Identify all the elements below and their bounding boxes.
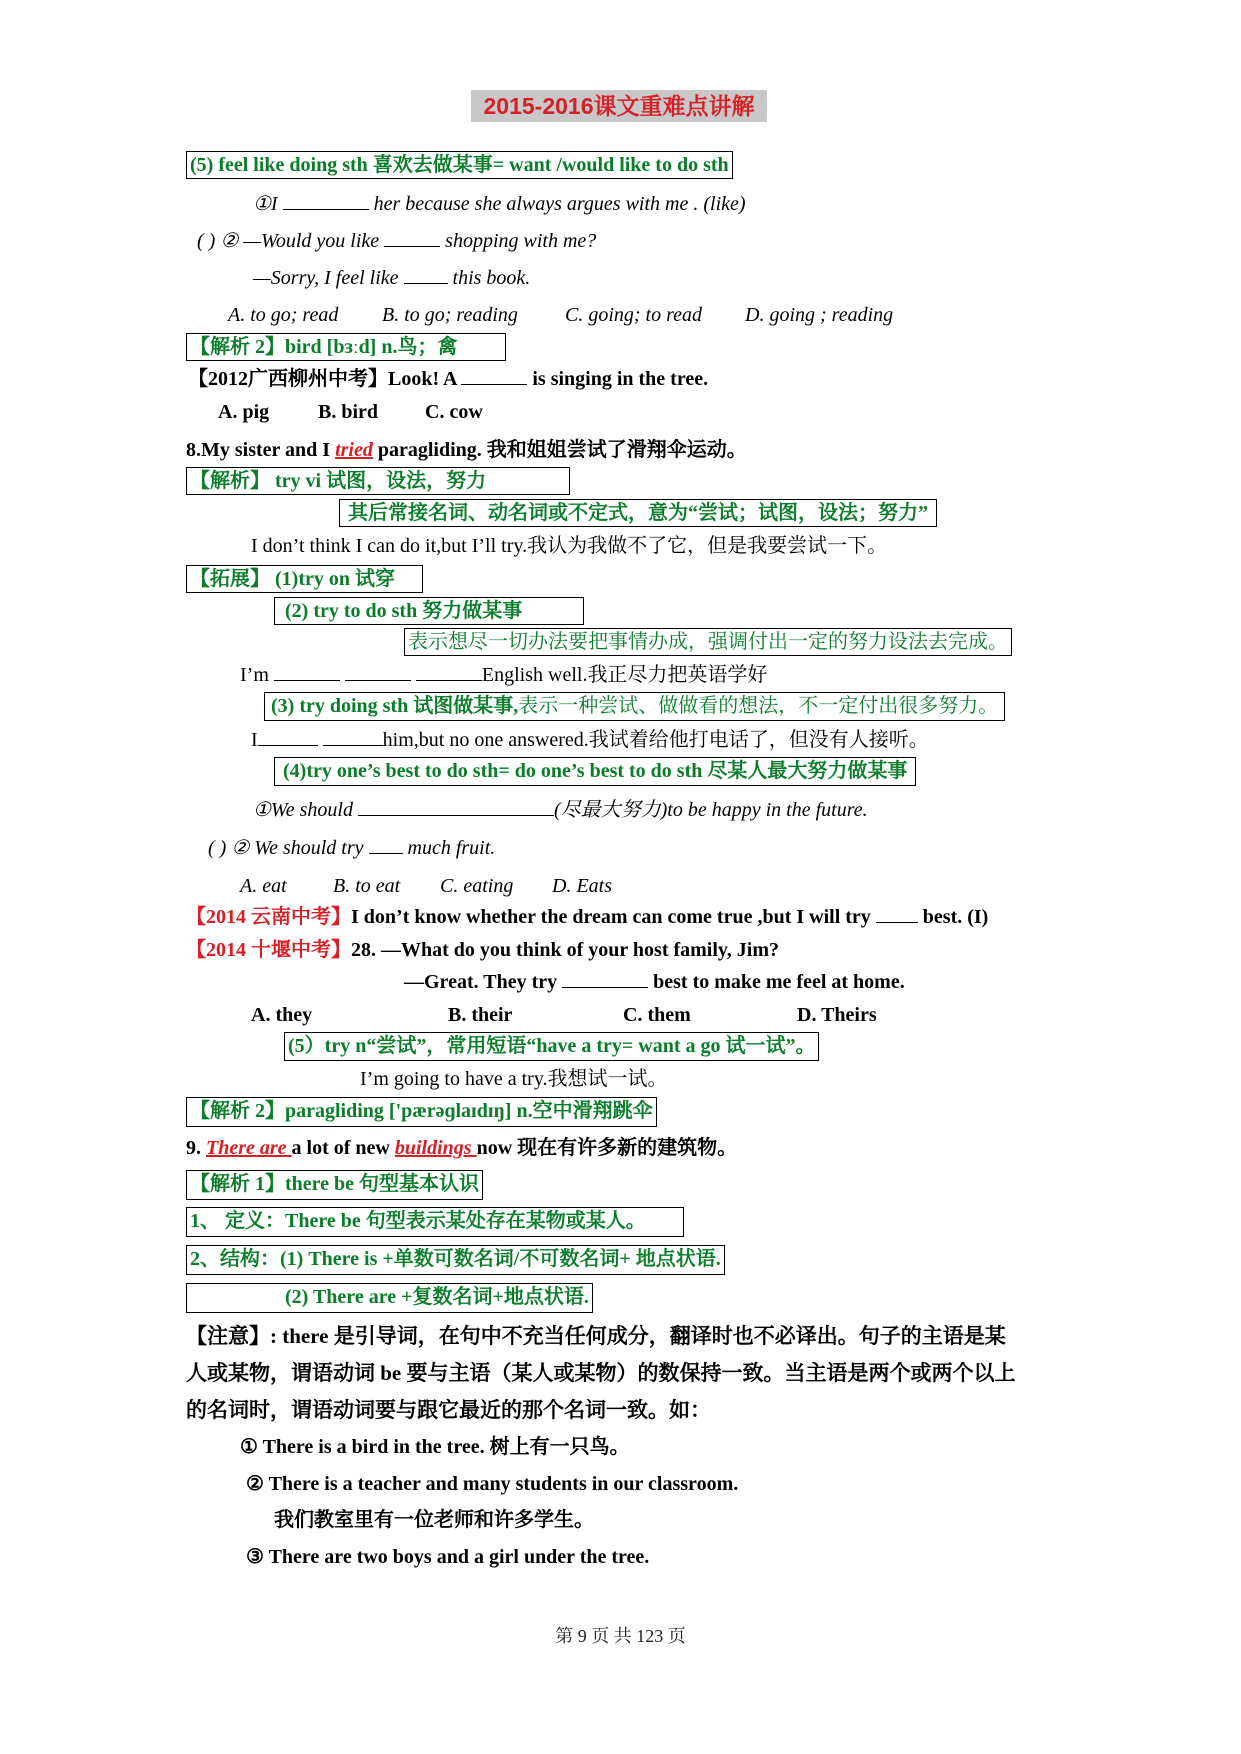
feel-like-box (186, 151, 733, 179)
option-c: C. going; to read (565, 304, 703, 326)
try-to-do-note: 表示想尽一切办法要把事情办成，强调付出一定的努力设法去完成。 (408, 631, 1008, 653)
sentence-9 (186, 1134, 737, 1162)
exercise-text: ①We should (253, 799, 358, 821)
exercise-book-line (253, 264, 530, 292)
try-to-do-text: (2) try to do sth 努力做某事 (285, 600, 523, 622)
example-2: ② There is a teacher and many students in our classroom. (246, 1473, 739, 1495)
extension-text: 【拓展】 (1)try on 试穿 (190, 568, 395, 590)
exercise-text: shopping with me? (440, 230, 597, 252)
example-2-translation: 我们教室里有一位老师和许多学生。 (274, 1509, 594, 1531)
exercise-shopping-line (197, 227, 596, 255)
sentence-8 (186, 436, 747, 464)
answer-blank[interactable] (358, 797, 554, 816)
best-box (274, 757, 916, 786)
bird-analysis-box (186, 333, 506, 361)
try-to-do-note-box (404, 628, 1012, 656)
exam-text: best to make me feel at home. (648, 971, 905, 993)
sentence-text: now 现在有许多新的建筑物。 (476, 1137, 738, 1159)
option-b: B. their (448, 1004, 513, 1026)
exam-2012-line (188, 365, 708, 393)
answer-blank[interactable] (369, 835, 403, 854)
answer-blank[interactable] (384, 228, 440, 247)
have-a-try-example: I’m going to have a try.我想试一试。 (360, 1068, 668, 1090)
option-d: D. Theirs (797, 1004, 877, 1026)
there-be-box (186, 1170, 483, 1200)
definition-text: 1、 定义：There be 句型表示某处存在某物或某人。 (190, 1210, 646, 1232)
keyword-buildings: buildings (394, 1137, 477, 1159)
option-a: A. eat (240, 875, 287, 897)
answer-blank[interactable] (323, 727, 383, 746)
exercise-text: I’m (240, 664, 274, 686)
there-be-text: 【解析 1】there be 句型基本认识 (190, 1173, 480, 1195)
exam-text: best. (I) (917, 906, 989, 928)
answer-blank[interactable] (404, 265, 448, 284)
page-title: 2015-2016课文重难点讲解 (471, 90, 767, 122)
option-d: D. Eats (552, 875, 612, 897)
sentence-text: paragliding. 我和姐姐尝试了滑翔伞运动。 (372, 439, 747, 461)
example-1: ① There is a bird in the tree. 树上有一只鸟。 (240, 1436, 630, 1458)
try-doing-text: (3) try doing sth 试图做某事, (271, 695, 519, 717)
exercise-text: ( ) ② We should try (208, 837, 369, 859)
try-usage-box (339, 499, 937, 527)
sentence-text: 9. (186, 1137, 206, 1159)
try-noun-text: (5）try n“尝试”，常用短语“have a try= want a go 试一试”。 (288, 1035, 816, 1057)
exam-source: 【2014 云南中考】 (186, 906, 351, 928)
option-c: C. eating (440, 875, 514, 897)
answer-blank[interactable] (283, 191, 369, 210)
answer-blank[interactable] (562, 969, 648, 988)
happy-exercise (253, 796, 868, 824)
structure-plural-text: (2) There are +复数名词+地点状语. (285, 1286, 589, 1308)
exam-2014-yunnan (186, 903, 988, 931)
structure-box (186, 1245, 725, 1275)
answer-blank[interactable] (461, 366, 527, 385)
option-b: B. to eat (333, 875, 401, 897)
exercise-text: ( ) ② —Would you like (197, 230, 385, 252)
page-footer: 第 9 页 共 123 页 (555, 1626, 686, 1646)
option-c: C. cow (425, 401, 483, 423)
exercise-like-line (253, 190, 746, 218)
note-line-1: 【注意】: there 是引导词，在句中不充当任何成分，翻译时也不必译出。句子的主语是某 (186, 1324, 1006, 1348)
answer-blank[interactable] (274, 662, 340, 681)
exam-text: 28. —What do you think of your host family, Jim? (351, 939, 780, 961)
exam-text: I don’t know whether the dream can come true ,but I will try (351, 906, 876, 928)
english-exercise (240, 661, 767, 689)
keyword-tried: tried (335, 439, 373, 461)
option-c: C. them (623, 1004, 691, 1026)
best-text: (4)try one’s best to do sth= do one’s best to do sth 尽某人最大努力做某事 (283, 760, 908, 782)
exam-source: 【2014 十堰中考】 (186, 939, 351, 961)
answer-blank[interactable] (416, 662, 482, 681)
exercise-text: —Sorry, I feel like (253, 267, 404, 289)
option-a: A. to go; read (228, 304, 339, 326)
answer-blank[interactable] (258, 727, 318, 746)
exam-2014-shiyan (186, 936, 779, 964)
option-d: D. going ; reading (745, 304, 894, 326)
exercise-text: ①I (253, 193, 283, 215)
option-a: A. they (251, 1004, 313, 1026)
call-exercise (251, 726, 929, 754)
exercise-text: him,but no one answered.我试着给他打电话了，但没有人接听。 (382, 729, 929, 751)
exercise-text: English well.我正尽力把英语学好 (481, 664, 768, 686)
paragliding-box (186, 1097, 657, 1127)
definition-box (186, 1207, 684, 1237)
try-example: I don’t think I can do it,but I’ll try.我认为我做不了它，但是我要尝试一下。 (251, 535, 888, 557)
try-doing-note: 表示一种尝试、做做看的想法，不一定付出很多努力。 (518, 695, 999, 717)
answer-blank[interactable] (876, 904, 918, 923)
try-to-do-box (274, 597, 584, 625)
bird-analysis-text: 【解析 2】bird [bɜːd] n.鸟；禽 (190, 336, 458, 358)
option-a: A. pig (218, 401, 270, 423)
sentence-text: a lot of new (291, 1137, 395, 1159)
extension-box (186, 565, 423, 593)
exam-text: is singing in the tree. (527, 368, 709, 390)
try-analysis-text: 【解析】 try vi 试图，设法，努力 (190, 470, 487, 492)
exam-text: —Great. They try (404, 971, 563, 993)
option-b: B. to go; reading (382, 304, 518, 326)
try-analysis-box (186, 467, 570, 495)
note-line-3: 的名词时，谓语动词要与跟它最近的那个名词一致。如： (186, 1398, 711, 1422)
structure-text: 2、结构：(1) There is +单数可数名词/不可数名词+ 地点状语. (190, 1248, 721, 1270)
feel-like-text: (5) feel like doing sth 喜欢去做某事= want /would like to do sth (190, 154, 729, 176)
keyword-there-are: There are (206, 1137, 292, 1159)
exercise-text: much fruit. (402, 837, 496, 859)
answer-blank[interactable] (345, 662, 411, 681)
option-b: B. bird (318, 401, 379, 423)
note-line-2: 人或某物，谓语动词 be 要与主语（某人或某物）的数保持一致。当主语是两个或两个以上 (186, 1361, 1016, 1385)
sentence-text: 8.My sister and I (186, 439, 336, 461)
structure-plural-box (186, 1283, 593, 1313)
exercise-text: her because she always argues with me . (like) (368, 193, 746, 215)
exercise-text: this book. (447, 267, 531, 289)
fruit-exercise (208, 834, 495, 862)
try-noun-box (284, 1032, 819, 1061)
exam-text: 【2012广西柳州中考】Look! A (188, 368, 462, 390)
paragliding-text: 【解析 2】paragliding ['pærəɡlaɪdɪŋ] n.空中滑翔跳伞 (190, 1100, 653, 1122)
host-family-answer (404, 968, 905, 996)
example-3: ③ There are two boys and a girl under the tree. (246, 1546, 650, 1568)
try-doing-box (264, 692, 1005, 721)
exercise-text: I (251, 729, 258, 751)
exercise-text: (尽最大努力)to be happy in the future. (553, 799, 868, 821)
try-usage-text: 其后常接名词、动名词或不定式，意为“尝试；试图，设法；努力” (348, 502, 928, 524)
